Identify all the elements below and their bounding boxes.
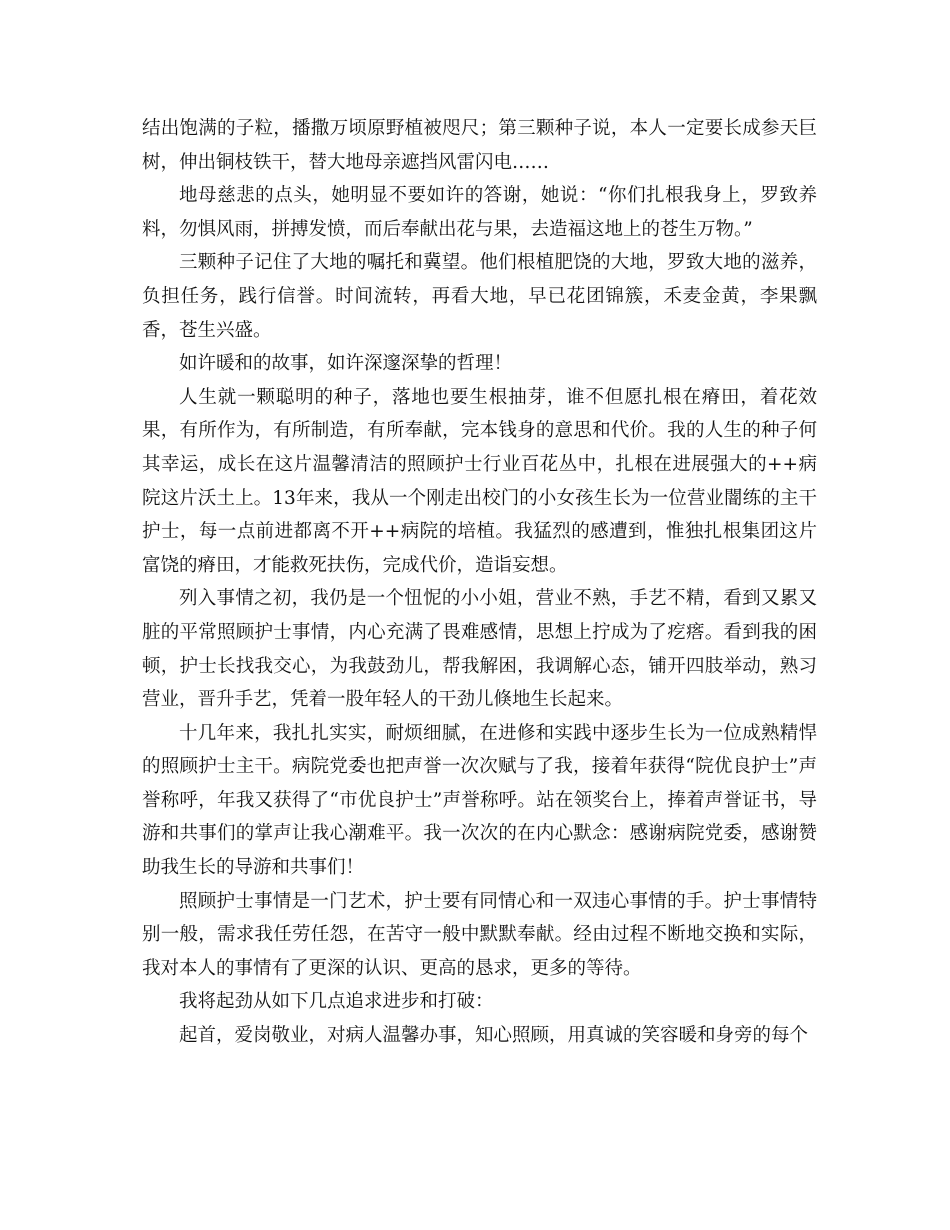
paragraph: 地母慈悲的点头，她明显不要如许的答谢，她说：“你们扎根我身上，罗致养料，勿惧风雨，拼搏发愤，而后奉献出花与果，去造福这地上的苍生万物。” (142, 185, 817, 240)
paragraph: 我将起劲从如下几点追求进步和打破： (179, 991, 494, 1013)
paragraph: 照顾护士事情是一门艺术，护士要有同情心和一双违心事情的手。护士事情特别一般，需求我任劳任怨，在苦守一般中默默奉献。经由过程不断地交换和实际，我对本人的事情有了更深的认识、更高的恳求，更多的等待。 (142, 890, 817, 979)
paragraph-continued: 结出饱满的子粒，播撒万顷原野植被咫尺；第三颗种子说，本人一定要长成参天巨树，伸出铜枝铁干，替大地母亲遮挡风雷闪电…… (142, 118, 817, 173)
paragraph: 十几年来，我扎扎实实，耐烦细腻，在进修和实践中逐步生长为一位成熟精悍的照顾护士主干。病院党委也把声誉一次次赋与了我，接着年获得“院优良护士”声誉称呼，年我又获得了“市优良护士”声誉称呼。站在领奖台上，捧着声誉证书，导游和共事们的掌声让我心潮难平。我一次次的在内心默念：感谢病院党委，感谢赞助我生长的导游和共事们！ (142, 722, 817, 879)
document-body (142, 112, 817, 1053)
paragraph: 三颗种子记住了大地的嘱托和冀望。他们根植肥饶的大地，罗致大地的滋养，负担任务，践行信誉。时间流转，再看大地，早已花团锦簇，禾麦金黄，李果飘香，苍生兴盛。 (142, 252, 817, 341)
paragraph: 人生就一颗聪明的种子，落地也要生根抽芽，谁不但愿扎根在瘠田，着花效果，有所作为，有所制造，有所奉献，完本钱身的意思和代价。我的人生的种子何其幸运，成长在这片温馨清洁的照顾护士行业百花丛中，扎根在进展强大的++病院这片沃土上。13年来，我从一个刚走出校门的小女孩生长为一位营业闇练的主干护士，每一点前进都离不开++病院的培植。我猛烈的感遭到，惟独扎根集团这片富饶的瘠田，才能救死扶伤，完成代价，造诣妄想。 (142, 386, 817, 576)
paragraph: 列入事情之初，我仍是一个忸怩的小小姐，营业不熟，手艺不精，看到又累又脏的平常照顾护士事情，内心充满了畏难感情，思想上拧成为了疙瘩。看到我的困顿，护士长找我交心，为我鼓劲儿，帮我解困，我调解心态，铺开四肢举动，熟习营业，晋升手艺，凭着一股年轻人的干劲儿倏地生长起来。 (142, 588, 817, 711)
paragraph: 如许暖和的故事，如许深邃深挚的哲理！ (179, 353, 513, 375)
paragraph: 起首，爱岗敬业，对病人温馨办事，知心照顾，用真诚的笑容暖和身旁的每个 (179, 1025, 809, 1047)
